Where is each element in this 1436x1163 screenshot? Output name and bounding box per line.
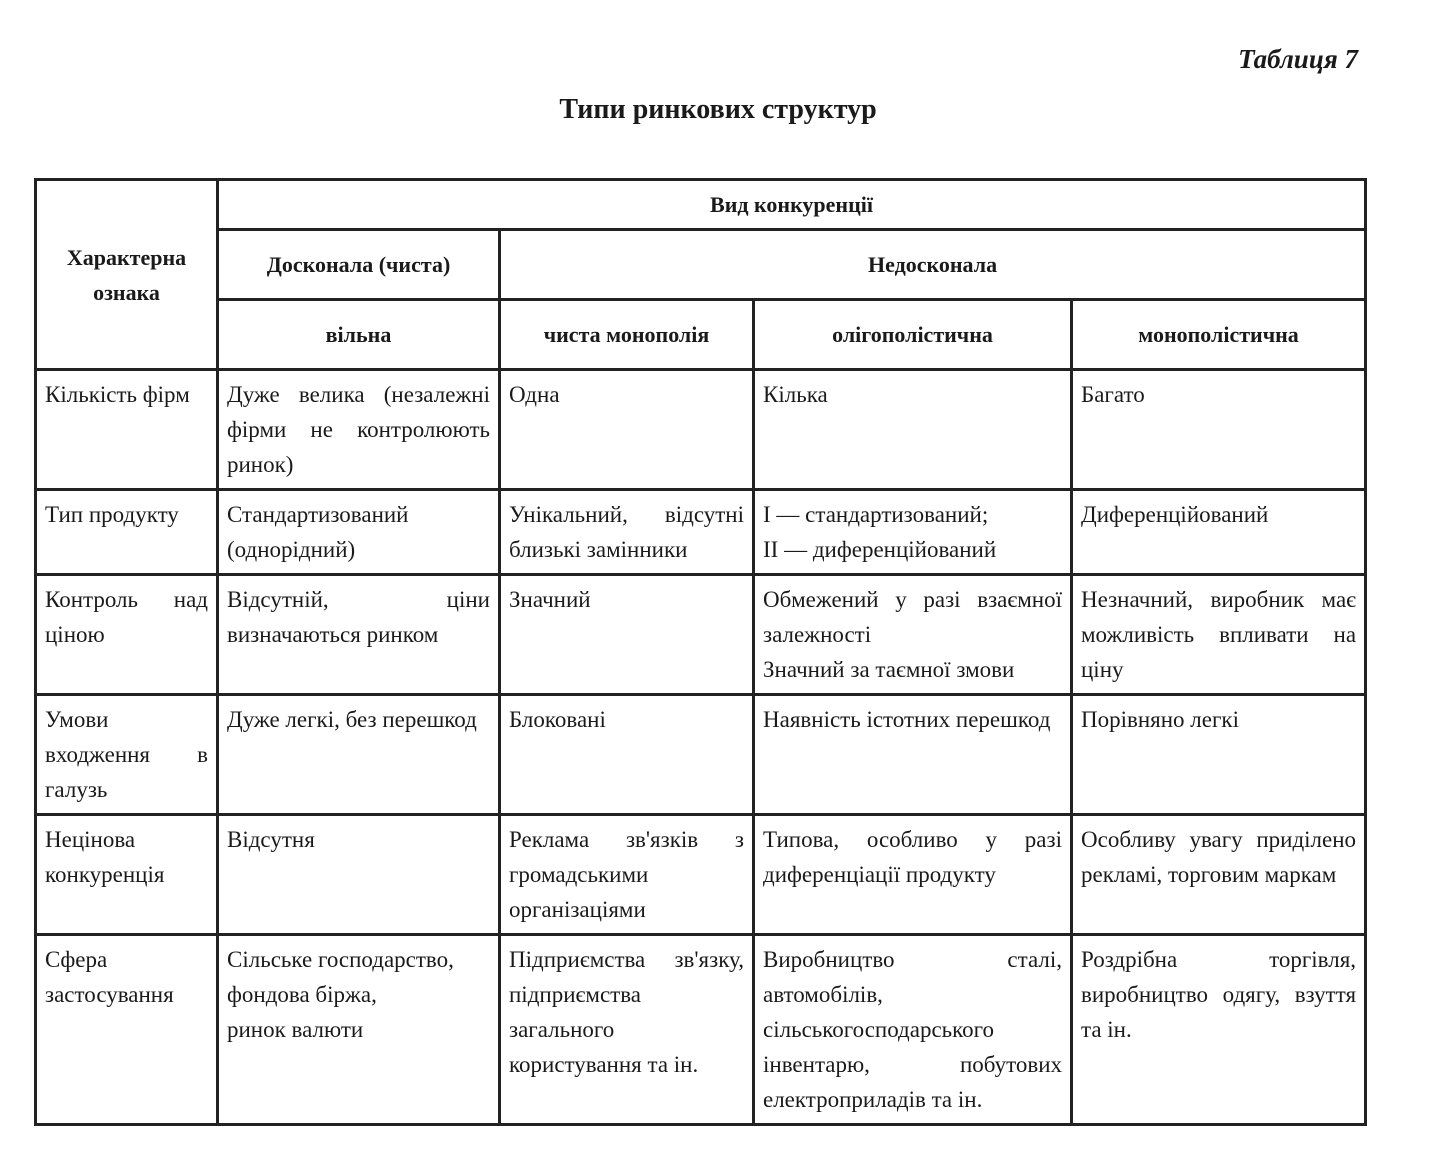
table-number-label: Таблиця 7 xyxy=(1238,44,1358,74)
free-cell: Відсутній, ціни визначаються ринком xyxy=(218,575,500,695)
row-feature-cell: Кількість фірм xyxy=(36,370,218,490)
table-title: Типи ринкових структур xyxy=(559,94,877,125)
header-monopolistic: монополістична xyxy=(1072,300,1366,370)
table-row xyxy=(36,370,1366,490)
row-feature-cell: Тип продукту xyxy=(36,490,218,575)
pure-monopoly-cell: Унікальний, відсутні близькі замінники xyxy=(500,490,754,575)
monopolistic-cell: Багато xyxy=(1072,370,1366,490)
table-row xyxy=(36,695,1366,815)
header-row-1 xyxy=(36,180,1366,230)
row-feature-cell: Умови входження в галузь xyxy=(36,695,218,815)
row-feature-cell: Контроль над ціною xyxy=(36,575,218,695)
oligopolistic-cell: Виробництво сталі, автомобілів, сільськогосподарського інвентарю, побутових електроприладів та ін. xyxy=(754,935,1072,1125)
market-structures-table xyxy=(34,178,1367,1126)
oligopolistic-cell: Типова, особливо у разі диференціації продукту xyxy=(754,815,1072,935)
pure-monopoly-cell: Реклама зв'язків з громадськими організаціями xyxy=(500,815,754,935)
header-feature: Характерна ознака xyxy=(36,180,218,370)
monopolistic-cell: Порівняно легкі xyxy=(1072,695,1366,815)
cell-line: Обмежений у разі взаємної залежності xyxy=(763,587,1062,647)
header-oligopolistic: олігополістична xyxy=(754,300,1072,370)
cell-line: ринок валюти xyxy=(227,1017,364,1042)
cell-line: I — стандартизований; xyxy=(763,502,989,527)
free-cell xyxy=(218,935,500,1125)
oligopolistic-cell xyxy=(754,490,1072,575)
free-cell: Стандартизований (однорідний) xyxy=(218,490,500,575)
pure-monopoly-cell: Блоковані xyxy=(500,695,754,815)
header-free: вільна xyxy=(218,300,500,370)
monopolistic-cell: Особливу увагу приділено рекламі, торговим маркам xyxy=(1072,815,1366,935)
free-cell: Відсутня xyxy=(218,815,500,935)
header-perfect: Досконала (чиста) xyxy=(218,230,500,300)
pure-monopoly-cell: Одна xyxy=(500,370,754,490)
cell-line: II — диференційований xyxy=(763,537,997,562)
oligopolistic-cell: Наявність істотних перешкод xyxy=(754,695,1072,815)
monopolistic-cell: Диференційований xyxy=(1072,490,1366,575)
row-feature-cell: Нецінова конкуренція xyxy=(36,815,218,935)
header-competition-type: Вид конкуренції xyxy=(218,180,1366,230)
monopolistic-cell: Незначний, виробник має можливість впливати на ціну xyxy=(1072,575,1366,695)
table-row xyxy=(36,815,1366,935)
header-pure-monopoly: чиста монополія xyxy=(500,300,754,370)
cell-line: Значний за таємної змови xyxy=(763,657,1015,682)
oligopolistic-cell: Кілька xyxy=(754,370,1072,490)
pure-monopoly-cell: Підприємства зв'язку, підприємства загального користування та ін. xyxy=(500,935,754,1125)
table-row xyxy=(36,575,1366,695)
cell-line: Сільське господарство, xyxy=(227,947,454,972)
header-row-2 xyxy=(36,230,1366,300)
header-imperfect: Недосконала xyxy=(500,230,1366,300)
pure-monopoly-cell: Значний xyxy=(500,575,754,695)
table-row xyxy=(36,490,1366,575)
row-feature-cell: Сфера застосування xyxy=(36,935,218,1125)
table-row xyxy=(36,935,1366,1125)
cell-line: фондова біржа, xyxy=(227,982,377,1007)
free-cell: Дуже велика (незалежні фірми не контролюють ринок) xyxy=(218,370,500,490)
monopolistic-cell: Роздрібна торгівля, виробництво одягу, взуття та ін. xyxy=(1072,935,1366,1125)
header-row-3 xyxy=(36,300,1366,370)
free-cell: Дуже легкі, без перешкод xyxy=(218,695,500,815)
oligopolistic-cell xyxy=(754,575,1072,695)
